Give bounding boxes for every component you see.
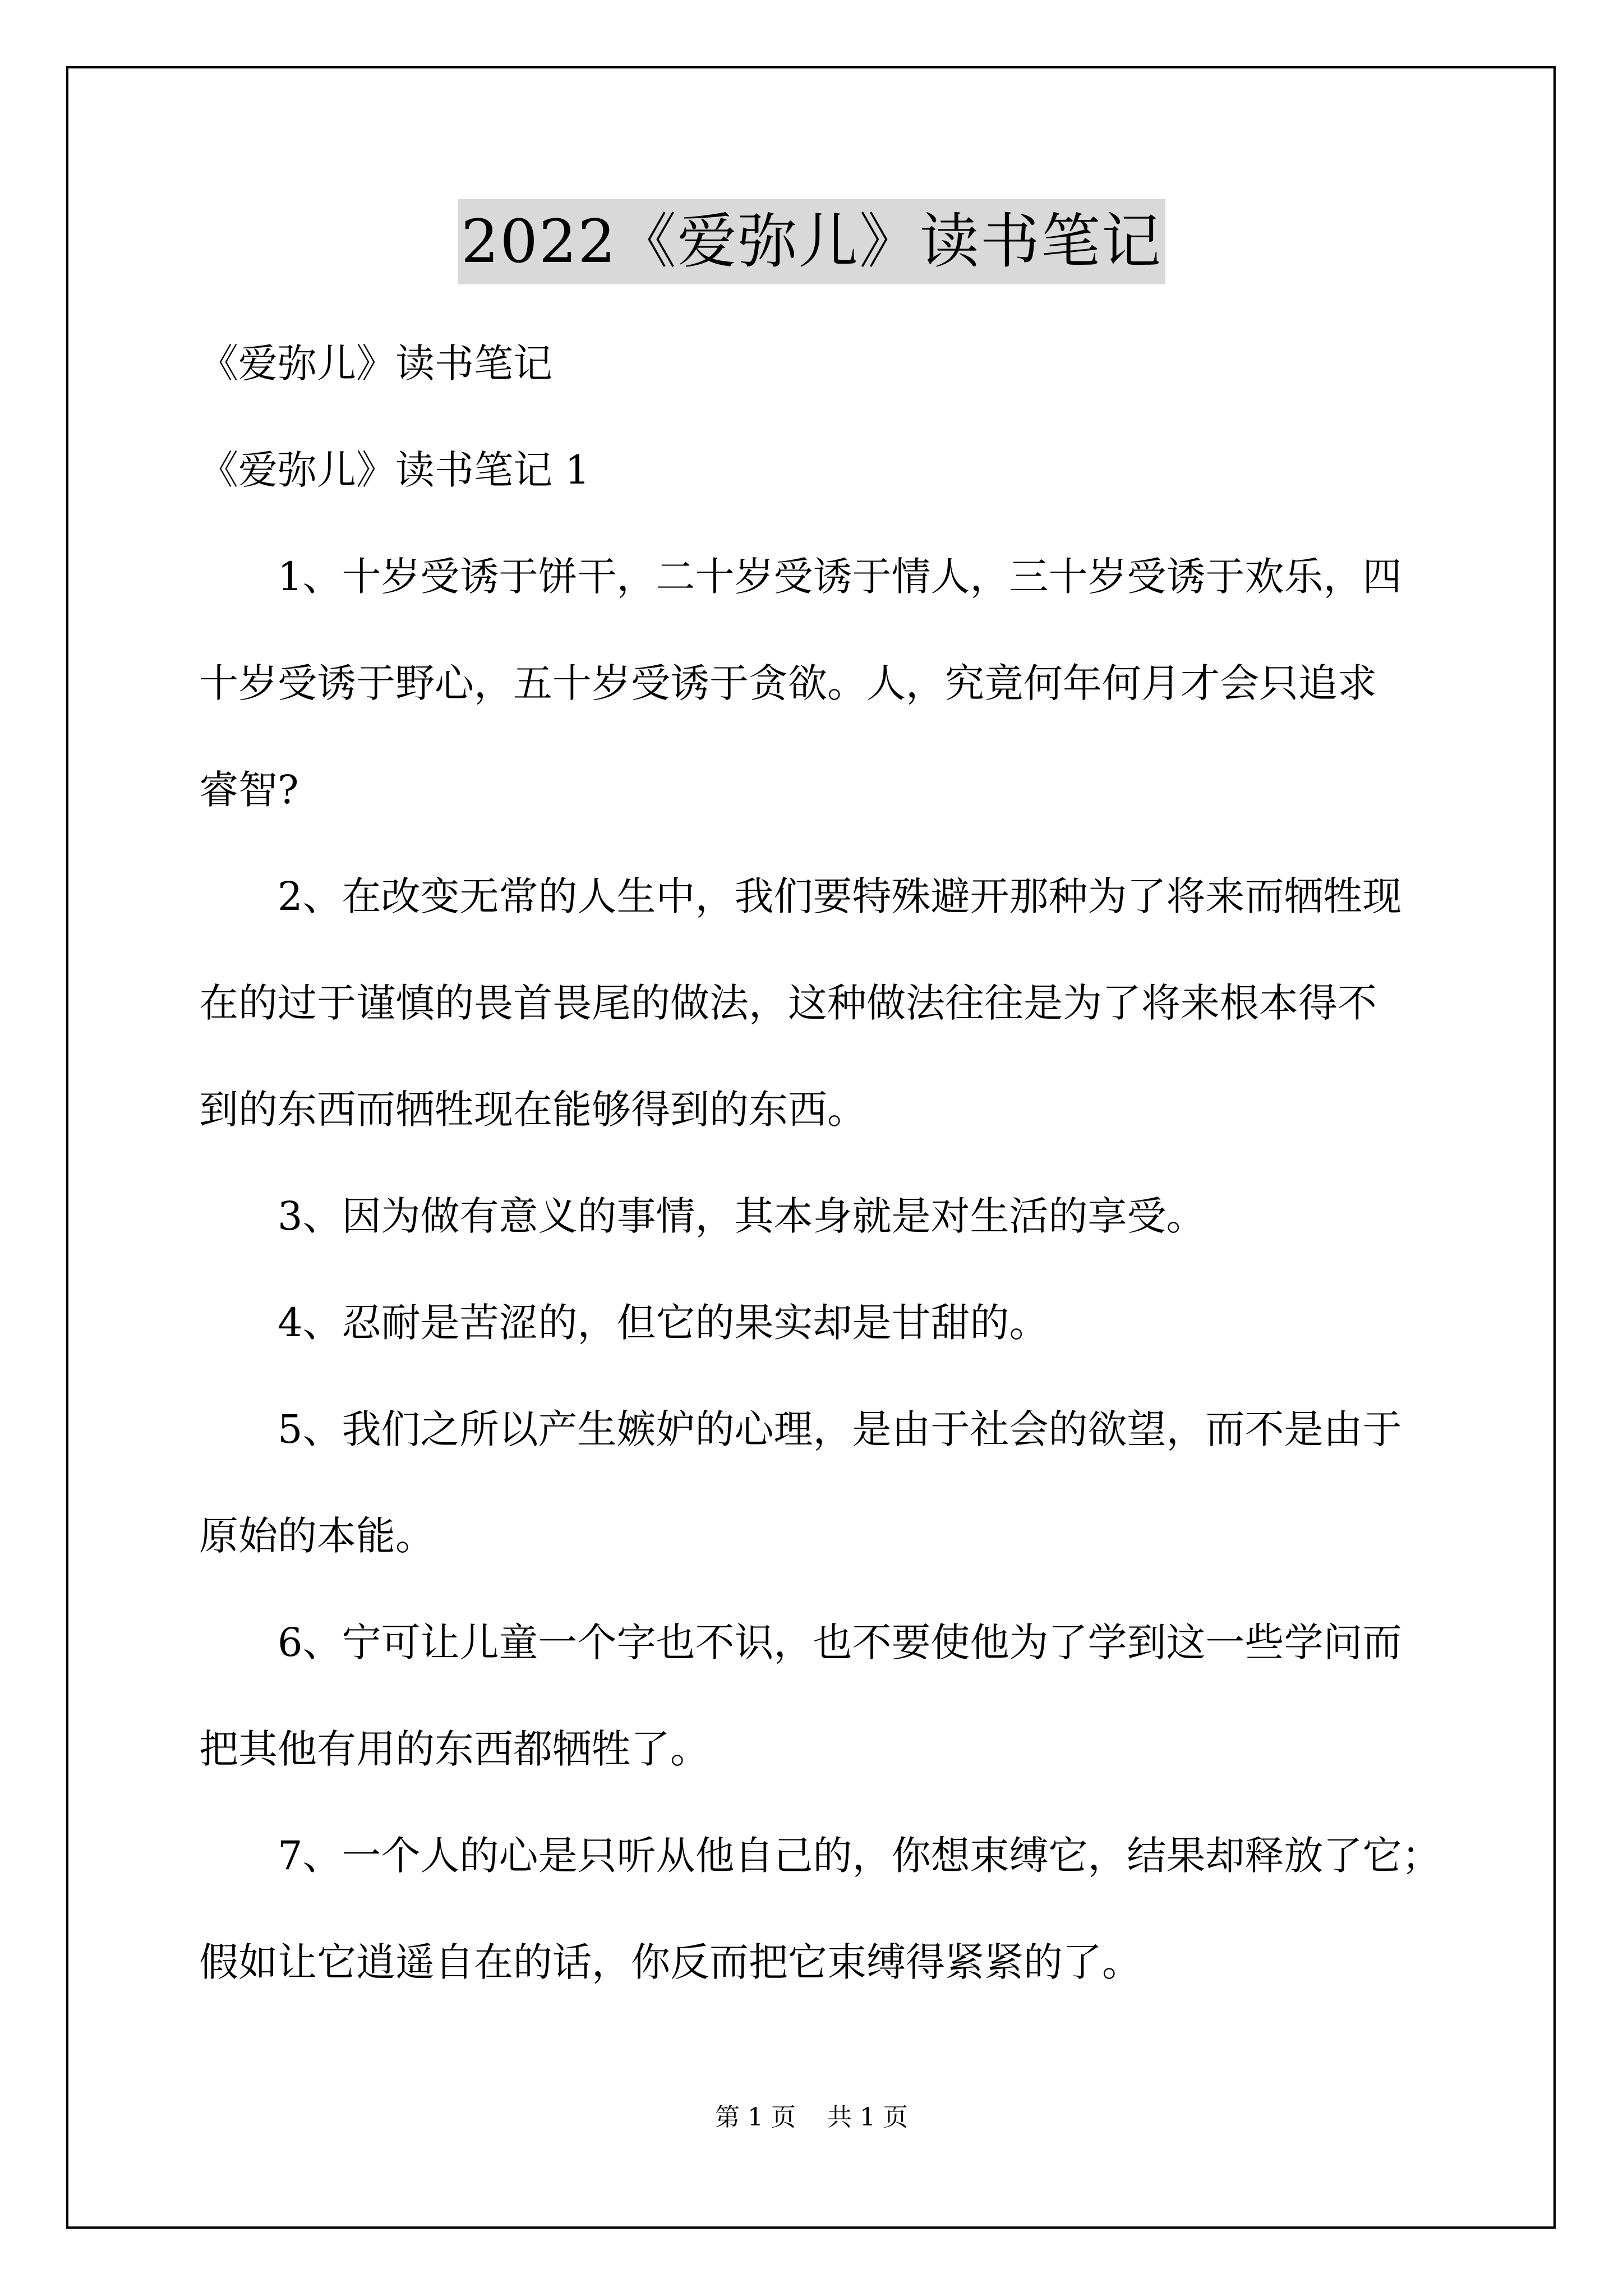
paragraph-line: 6、宁可让儿童一个字也不识，也不要使他为了学到这一些学问而: [278, 1619, 1402, 1665]
paragraph-7: [199, 1829, 1441, 1989]
paragraph-1: [199, 550, 1433, 817]
paragraph-line: 原始的本能。: [199, 1513, 435, 1559]
paragraph-line: 5、我们之所以产生嫉妒的心理，是由于社会的欲望，而不是由于: [278, 1406, 1402, 1452]
paragraph-2: [199, 869, 1433, 1137]
paragraph-line: 3、因为做有意义的事情，其本身就是对生活的享受。: [278, 1193, 1206, 1239]
document-subtitle: 《爱弥儿》读书笔记: [199, 341, 552, 386]
paragraph-line: 睿智?: [199, 767, 299, 813]
paragraph-line: 1、十岁受诱于饼干，二十岁受诱于情人，三十岁受诱于欢乐，四: [278, 554, 1402, 600]
title-container: [0, 199, 1623, 284]
paragraph-line: 7、一个人的心是只听从他自己的，你想束缚它，结果却释放了它；: [278, 1833, 1441, 1879]
paragraph-line: 4、忍耐是苦涩的，但它的果实却是甘甜的。: [278, 1300, 1049, 1346]
page-footer: 第 1 页 共 1 页: [715, 2103, 908, 2132]
paragraph-line: 在的过于谨慎的畏首畏尾的做法，这种做法往往是为了将来根本得不: [199, 980, 1377, 1026]
paragraph-4: [199, 1296, 1433, 1350]
paragraph-line: 假如让它逍遥自在的话，你反而把它束缚得紧紧的了。: [199, 1939, 1141, 1985]
document-title: 2022《爱弥儿》读书笔记: [458, 199, 1165, 284]
paragraph-line: 2、在改变无常的人生中，我们要特殊避开那种为了将来而牺牲现: [278, 873, 1402, 919]
paragraph-line: 把其他有用的东西都牺牲了。: [199, 1726, 709, 1772]
document-body: [199, 337, 1441, 2042]
paragraph-3: [199, 1189, 1433, 1243]
paragraph-5: [199, 1402, 1433, 1563]
paragraph-6: [199, 1616, 1433, 1776]
section-heading: 《爱弥儿》读书笔记 1: [199, 447, 590, 493]
paragraph-line: 到的东西而牺牲现在能够得到的东西。: [199, 1087, 866, 1133]
paragraph-line: 十岁受诱于野心，五十岁受诱于贪欲。人，究竟何年何月才会只追求: [199, 660, 1377, 706]
